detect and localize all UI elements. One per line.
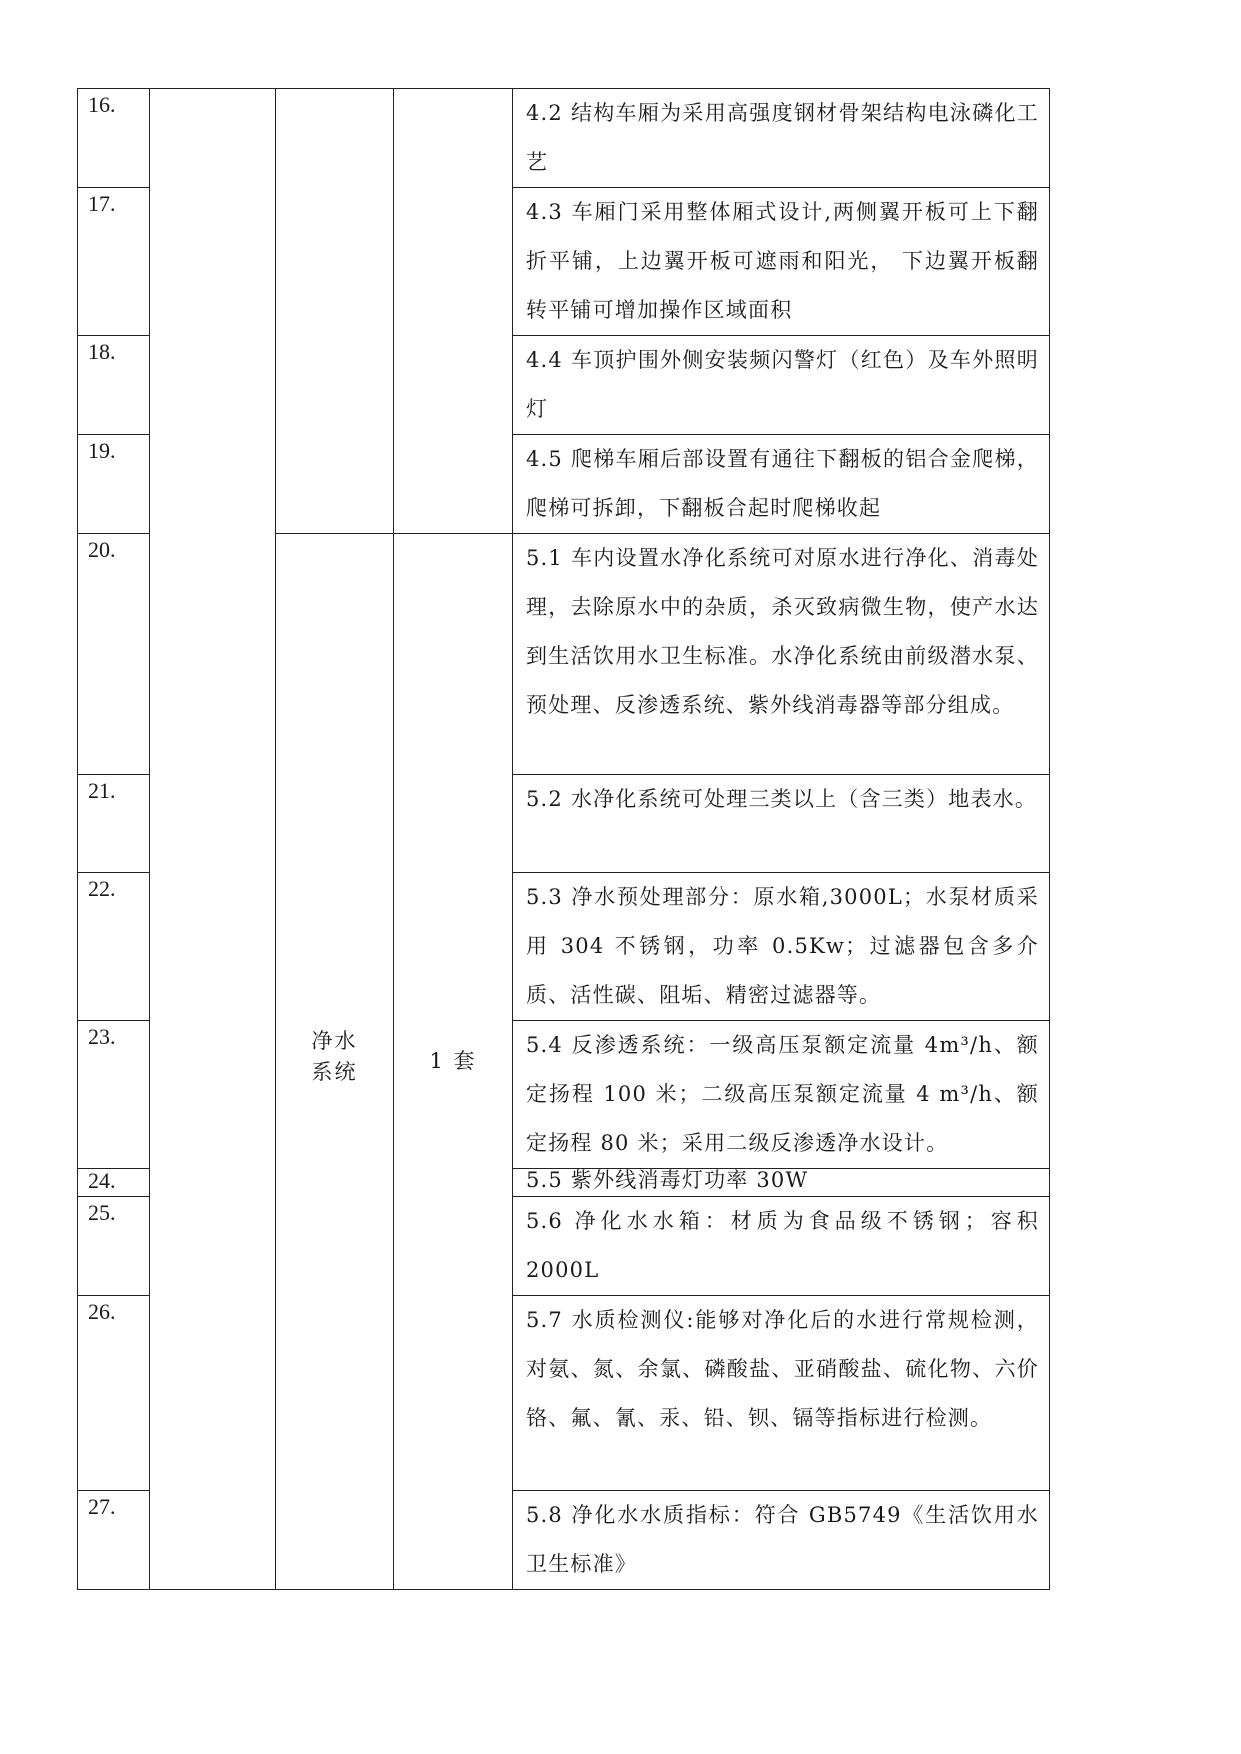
row-description: 5.5 紫外线消毒灯功率 30W xyxy=(513,1169,1050,1197)
row-description: 4.2 结构车厢为采用高强度钢材骨架结构电泳磷化工艺 xyxy=(513,89,1050,188)
system-name-cell xyxy=(276,534,394,1590)
spec-table xyxy=(77,88,1050,1590)
row-number: 19. xyxy=(78,435,150,534)
row-description: 4.5 爬梯车厢后部设置有通往下翻板的铝合金爬梯，爬梯可拆卸，下翻板合起时爬梯收起 xyxy=(513,435,1050,534)
row-description: 5.1 车内设置水净化系统可对原水进行净化、消毒处理，去除原水中的杂质，杀灭致病微生物，使产水达到生活饮用水卫生标准。水净化系统由前级潜水泵、预处理、反渗透系统、紫外线消毒器等部分组成。 xyxy=(513,534,1050,775)
row-number: 24. xyxy=(78,1169,150,1197)
quantity-cell xyxy=(394,89,513,534)
row-number: 16. xyxy=(78,89,150,188)
category-cell xyxy=(150,89,276,1590)
row-number: 21. xyxy=(78,775,150,873)
row-description: 4.3 车厢门采用整体厢式设计,两侧翼开板可上下翻折平铺，上边翼开板可遮雨和阳光， 下边翼开板翻转平铺可增加操作区域面积 xyxy=(513,188,1050,336)
row-number: 26. xyxy=(78,1296,150,1491)
row-number: 17. xyxy=(78,188,150,336)
row-number: 27. xyxy=(78,1491,150,1590)
row-number: 25. xyxy=(78,1197,150,1296)
system-name: 净水系统 xyxy=(311,1029,358,1084)
row-description: 5.2 水净化系统可处理三类以上（含三类）地表水。 xyxy=(513,775,1050,873)
table-row xyxy=(78,89,1050,188)
row-number: 20. xyxy=(78,534,150,775)
row-description: 5.4 反渗透系统：一级高压泵额定流量 4m³/h、额定扬程 100 米；二级高压泵额定流量 4 m³/h、额定扬程 80 米；采用二级反渗透净水设计。 xyxy=(513,1021,1050,1169)
row-number: 18. xyxy=(78,336,150,435)
row-description: 5.6 净化水水箱：材质为食品级不锈钢；容积 2000L xyxy=(513,1197,1050,1296)
row-number: 23. xyxy=(78,1021,150,1169)
row-description: 4.4 车顶护围外侧安装频闪警灯（红色）及车外照明灯 xyxy=(513,336,1050,435)
row-description: 5.8 净化水水质指标：符合 GB5749《生活饮用水卫生标准》 xyxy=(513,1491,1050,1590)
system-quantity-cell xyxy=(394,534,513,1590)
system-quantity: 1 套 xyxy=(429,1049,477,1073)
subsystem-cell xyxy=(276,89,394,534)
row-description: 5.7 水质检测仪:能够对净化后的水进行常规检测，对氨、氮、余氯、磷酸盐、亚硝酸盐、硫化物、六价铬、氟、氰、汞、铅、钡、镉等指标进行检测。 xyxy=(513,1296,1050,1491)
row-description: 5.3 净水预处理部分：原水箱,3000L；水泵材质采用 304 不锈钢，功率 0.5Kw；过滤器包含多介质、活性碳、阻垢、精密过滤器等。 xyxy=(513,873,1050,1021)
row-number: 22. xyxy=(78,873,150,1021)
